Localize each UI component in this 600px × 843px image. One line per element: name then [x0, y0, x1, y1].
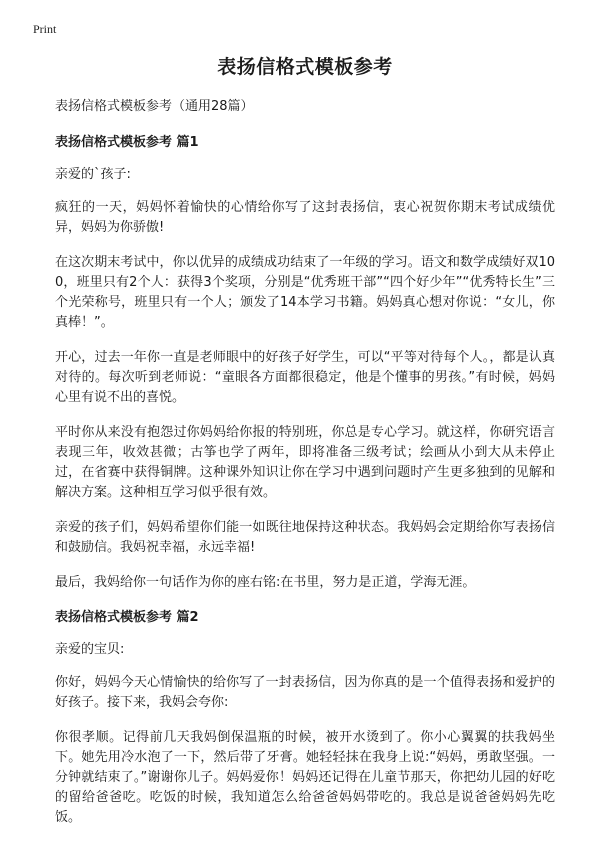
section-2 [55, 608, 555, 828]
paragraph: 开心，过去一年你一直是老师眼中的好孩子好学生，可以“平等对待每个人。，都是认真对待的。每次听到老师说：“童眼各方面都很稳定，他是个懂事的男孩。”有时候，妈妈心里有说不出的喜悦。 [55, 350, 555, 405]
paragraph: 亲爱的孩子们，妈妈希望你们能一如既往地保持这种状态。我妈妈会定期给你写表扬信和鼓励信。我妈祝幸福，永远幸福! [55, 520, 555, 555]
document-page [55, 52, 555, 843]
section-1 [55, 133, 555, 593]
document-title: 表扬信格式模板参考 [217, 56, 393, 78]
paragraph: 平时你从来没有抱怨过你妈妈给你报的特别班，你总是专心学习。就这样，你研究语言表现三年，收效甚微；古筝也学了两年，即将准备三级考试；绘画从小到大从未停止过，在省赛中获得铜牌。这种课外知识让你在学习中遇到问题时产生更多独到的见解和解决方案。这种相互学习似乎很有效。 [55, 425, 555, 500]
paragraph: 在这次期末考试中，你以优异的成绩成功结束了一年级的学习。语文和数学成绩好双100，班里只有2个人：获得3个奖项，分别是“优秀班干部”“四个好少年”“优秀特长生”三个光荣称号，班里只有一个人；颁发了14本学习书籍。妈妈真心想对你说：“女儿，你真棒！”。 [55, 255, 555, 330]
print-link[interactable]: Print [33, 22, 57, 36]
paragraph: 你很孝顺。记得前几天我妈倒保温瓶的时候，被开水烫到了。你小心翼翼的扶我妈坐下。她先用冷水泡了一下，然后带了牙膏。她轻轻抹在我身上说:“妈妈，勇敢坚强。一分钟就结束了。”谢谢你儿子。妈妈爱你！妈妈还记得在儿童节那天，你把幼儿园的好吃的留给爸爸吃。吃饭的时候，我知道怎么给爸爸妈妈带吃的。我总是说爸爸妈妈先吃饭。 [55, 730, 555, 825]
paragraph: 最后，我妈给你一句话作为你的座右铭:在书里，努力是正道，学海无涯。 [55, 575, 476, 590]
document-subtitle: 表扬信格式模板参考（通用28篇） [55, 99, 254, 114]
paragraph: 疯狂的一天，妈妈怀着愉快的心情给你写了这封表扬信，衷心祝贺你期末考试成绩优异，妈妈为你骄傲! [55, 200, 555, 235]
paragraph: 你好，妈妈今天心情愉快的给你写了一封表扬信，因为你真的是一个值得表扬和爱护的好孩子。接下来，我妈会夸你: [55, 675, 555, 710]
salutation: 亲爱的宝贝: [55, 642, 125, 657]
section-heading: 表扬信格式模板参考 篇1 [55, 135, 199, 150]
salutation: 亲爱的`孩子: [55, 167, 131, 182]
section-heading: 表扬信格式模板参考 篇2 [55, 610, 199, 625]
